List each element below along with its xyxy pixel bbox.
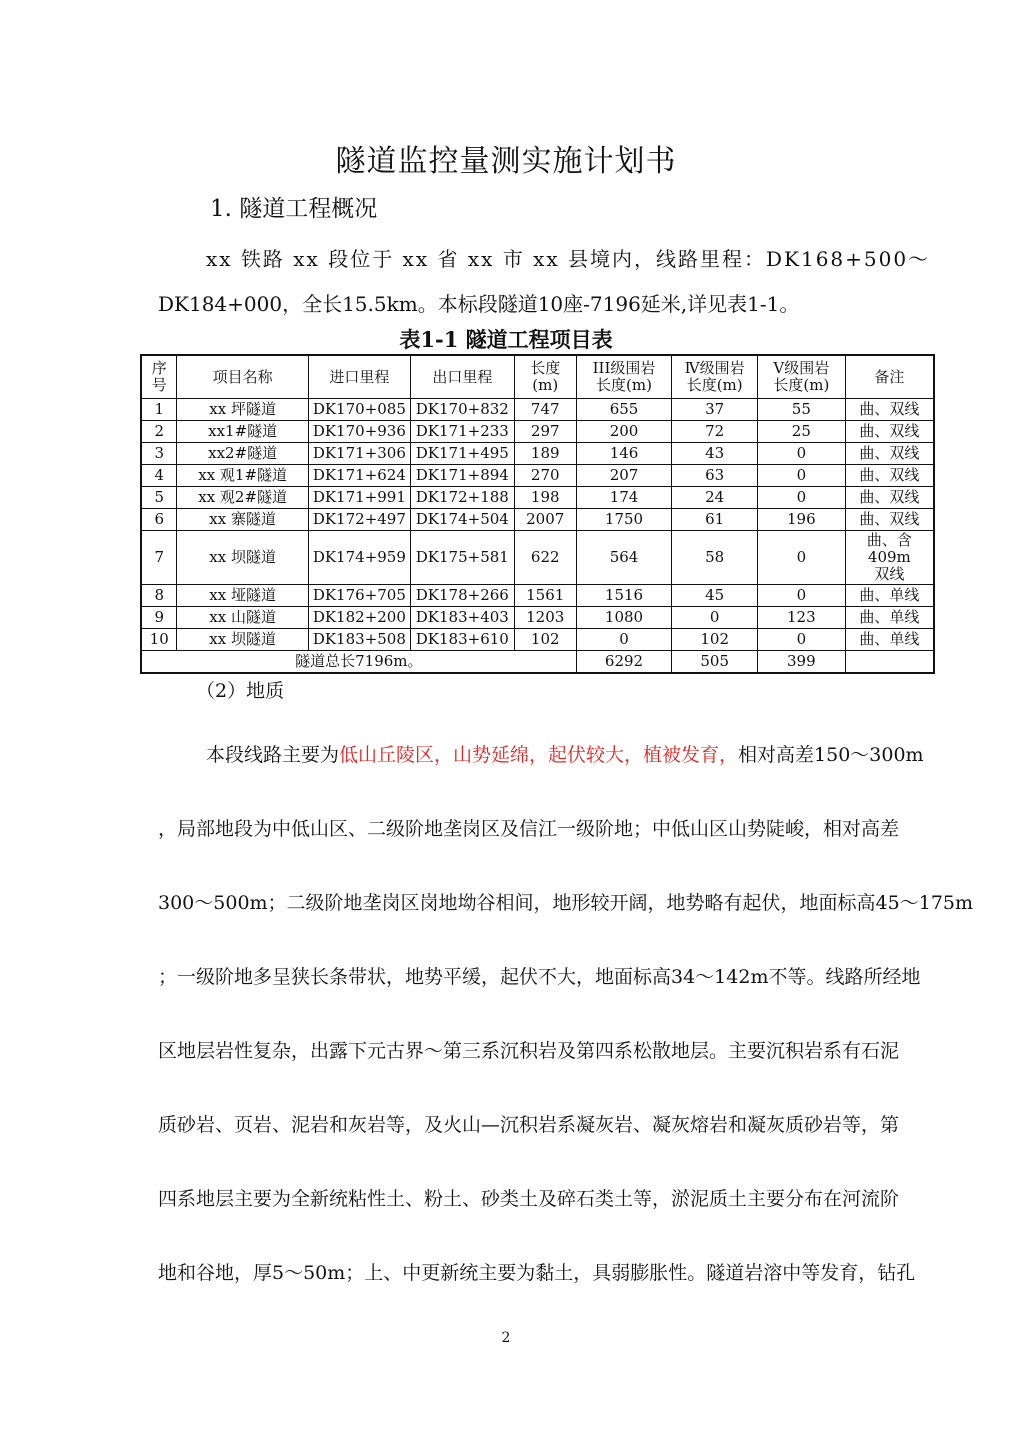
cell-remark: 曲、单线 — [845, 585, 934, 607]
cell-exit: DK171+894 — [410, 465, 514, 487]
cell-name: xx 坝隧道 — [177, 531, 308, 585]
table-row — [141, 421, 934, 443]
cell-length: 270 — [514, 465, 576, 487]
intro-line-1: xx 铁路 xx 段位于 xx 省 xx 市 xx 县境内，线路里程：DK168+500～ — [206, 247, 931, 271]
cell-grade4: 63 — [672, 465, 758, 487]
table-row — [141, 629, 934, 651]
geology-highlight: 低山丘陵区，山势延绵，起伏较大，植被发育， — [339, 744, 739, 766]
cell-length: 189 — [514, 443, 576, 465]
tunnel-projects-table — [140, 354, 935, 674]
geology-line-6: 质砂岩、页岩、泥岩和灰岩等，及火山—沉积岩系凝灰岩、凝灰熔岩和凝灰质砂岩等，第 — [158, 1114, 900, 1136]
cell-grade3: 0 — [576, 629, 672, 651]
cell-length: 2007 — [514, 509, 576, 531]
cell-grade3: 1750 — [576, 509, 672, 531]
header-exit: 出口里程 — [410, 355, 514, 399]
cell-remark: 曲、单线 — [845, 629, 934, 651]
cell-grade3: 655 — [576, 399, 672, 421]
cell-entry: DK172+497 — [308, 509, 410, 531]
cell-grade5: 0 — [758, 443, 846, 465]
cell-grade4: 58 — [672, 531, 758, 585]
cell-entry: DK170+936 — [308, 421, 410, 443]
cell-exit: DK175+581 — [410, 531, 514, 585]
table-row — [141, 487, 934, 509]
cell-name: xx 观1#隧道 — [177, 465, 308, 487]
cell-entry: DK174+959 — [308, 531, 410, 585]
geology-line-1-pre: 本段线路主要为 — [206, 744, 340, 766]
cell-grade3: 564 — [576, 531, 672, 585]
section-heading: 1. 隧道工程概况 — [210, 196, 378, 222]
geology-line-2: ，局部地段为中低山区、二级阶地垄岗区及信江一级阶地；中低山区山势陡峻，相对高差 — [158, 818, 900, 840]
cell-no: 1 — [141, 399, 177, 421]
cell-exit: DK171+495 — [410, 443, 514, 465]
cell-length: 622 — [514, 531, 576, 585]
cell-entry: DK171+991 — [308, 487, 410, 509]
cell-length: 747 — [514, 399, 576, 421]
cell-grade4: 0 — [672, 607, 758, 629]
cell-grade5: 55 — [758, 399, 846, 421]
cell-remark: 曲、单线 — [845, 607, 934, 629]
cell-exit: DK172+188 — [410, 487, 514, 509]
header-entry: 进口里程 — [308, 355, 410, 399]
cell-grade4: 24 — [672, 487, 758, 509]
cell-no: 5 — [141, 487, 177, 509]
cell-remark: 曲、含409m 双线 — [845, 531, 934, 585]
header-remark: 备注 — [845, 355, 934, 399]
geology-line-8: 地和谷地，厚5～50m；上、中更新统主要为黏土，具弱膨胀性。隧道岩溶中等发育，钻孔 — [158, 1262, 916, 1284]
cell-entry: DK171+306 — [308, 443, 410, 465]
cell-grade4: 45 — [672, 585, 758, 607]
cell-grade5: 0 — [758, 585, 846, 607]
cell-grade4: 102 — [672, 629, 758, 651]
cell-exit: DK183+610 — [410, 629, 514, 651]
cell-remark: 曲、双线 — [845, 487, 934, 509]
cell-exit: DK183+403 — [410, 607, 514, 629]
table-caption: 表1-1 隧道工程项目表 — [399, 327, 613, 352]
document-title: 隧道监控量测实施计划书 — [335, 144, 677, 179]
table-row — [141, 531, 934, 585]
total-remark — [845, 651, 934, 674]
table-row — [141, 607, 934, 629]
geology-line-4: ；一级阶地多呈狭长条带状，地势平缓，起伏不大，地面标高34～142m不等。线路所经地 — [158, 966, 921, 988]
cell-remark: 曲、双线 — [845, 465, 934, 487]
cell-remark: 曲、双线 — [845, 421, 934, 443]
table-total-row — [141, 651, 934, 674]
table-row — [141, 465, 934, 487]
total-label: 隧道总长7196m。 — [141, 651, 576, 674]
cell-no: 10 — [141, 629, 177, 651]
cell-name: xx2#隧道 — [177, 443, 308, 465]
table-row — [141, 399, 934, 421]
cell-grade5: 0 — [758, 465, 846, 487]
header-grade4: Ⅳ级围岩 长度(m) — [672, 355, 758, 399]
table-row — [141, 509, 934, 531]
cell-remark: 曲、双线 — [845, 509, 934, 531]
cell-entry: DK170+085 — [308, 399, 410, 421]
cell-no: 9 — [141, 607, 177, 629]
cell-exit: DK178+266 — [410, 585, 514, 607]
cell-no: 6 — [141, 509, 177, 531]
header-grade3: III级围岩 长度(m) — [576, 355, 672, 399]
cell-entry: DK182+200 — [308, 607, 410, 629]
cell-grade5: 0 — [758, 531, 846, 585]
cell-no: 4 — [141, 465, 177, 487]
cell-remark: 曲、双线 — [845, 443, 934, 465]
geology-line-7: 四系地层主要为全新统粘性土、粉土、砂类土及碎石类土等，淤泥质土主要分布在河流阶 — [158, 1188, 900, 1210]
cell-length: 1561 — [514, 585, 576, 607]
cell-grade3: 146 — [576, 443, 672, 465]
cell-entry: DK171+624 — [308, 465, 410, 487]
header-grade5: Ⅴ级围岩 长度(m) — [758, 355, 846, 399]
geology-label: （2）地质 — [196, 680, 285, 702]
cell-grade3: 207 — [576, 465, 672, 487]
cell-entry: DK183+508 — [308, 629, 410, 651]
geology-line-3: 300～500m；二级阶地垄岗区岗地坳谷相间，地形较开阔，地势略有起伏，地面标高45～175m — [158, 892, 974, 914]
table-header-row — [141, 355, 934, 399]
cell-length: 1203 — [514, 607, 576, 629]
table-row — [141, 585, 934, 607]
cell-name: xx1#隧道 — [177, 421, 308, 443]
header-length: 长度 (m) — [514, 355, 576, 399]
header-no: 序 号 — [141, 355, 177, 399]
cell-grade4: 43 — [672, 443, 758, 465]
cell-name: xx 坪隧道 — [177, 399, 308, 421]
cell-entry: DK176+705 — [308, 585, 410, 607]
total-grade4: 505 — [672, 651, 758, 674]
cell-name: xx 观2#隧道 — [177, 487, 308, 509]
cell-grade5: 25 — [758, 421, 846, 443]
cell-grade5: 196 — [758, 509, 846, 531]
total-grade3: 6292 — [576, 651, 672, 674]
geology-paragraph — [158, 740, 974, 1332]
cell-grade3: 200 — [576, 421, 672, 443]
cell-grade4: 37 — [672, 399, 758, 421]
geology-line-1-post: 相对高差150～300m — [738, 744, 924, 766]
cell-name: xx 坝隧道 — [177, 629, 308, 651]
cell-no: 3 — [141, 443, 177, 465]
table-row — [141, 443, 934, 465]
cell-exit: DK170+832 — [410, 399, 514, 421]
cell-length: 198 — [514, 487, 576, 509]
cell-name: xx 寨隧道 — [177, 509, 308, 531]
header-name: 项目名称 — [177, 355, 308, 399]
cell-length: 297 — [514, 421, 576, 443]
cell-grade5: 123 — [758, 607, 846, 629]
intro-line-2: DK184+000，全长15.5km。本标段隧道10座-7196延米,详见表1-1。 — [158, 292, 800, 316]
cell-exit: DK174+504 — [410, 509, 514, 531]
cell-grade5: 0 — [758, 487, 846, 509]
geology-line-1 — [158, 740, 924, 814]
cell-length: 102 — [514, 629, 576, 651]
cell-name: xx 山隧道 — [177, 607, 308, 629]
cell-grade3: 1080 — [576, 607, 672, 629]
cell-no: 7 — [141, 531, 177, 585]
cell-no: 2 — [141, 421, 177, 443]
cell-exit: DK171+233 — [410, 421, 514, 443]
cell-grade4: 72 — [672, 421, 758, 443]
cell-grade5: 0 — [758, 629, 846, 651]
page-number: 2 — [501, 1330, 511, 1346]
intro-paragraph — [158, 237, 931, 327]
cell-grade3: 174 — [576, 487, 672, 509]
cell-grade4: 61 — [672, 509, 758, 531]
total-grade5: 399 — [758, 651, 846, 674]
cell-grade3: 1516 — [576, 585, 672, 607]
cell-name: xx 垭隧道 — [177, 585, 308, 607]
cell-no: 8 — [141, 585, 177, 607]
cell-remark: 曲、双线 — [845, 399, 934, 421]
geology-line-5: 区地层岩性复杂，出露下元古界～第三系沉积岩及第四系松散地层。主要沉积岩系有石泥 — [158, 1040, 900, 1062]
